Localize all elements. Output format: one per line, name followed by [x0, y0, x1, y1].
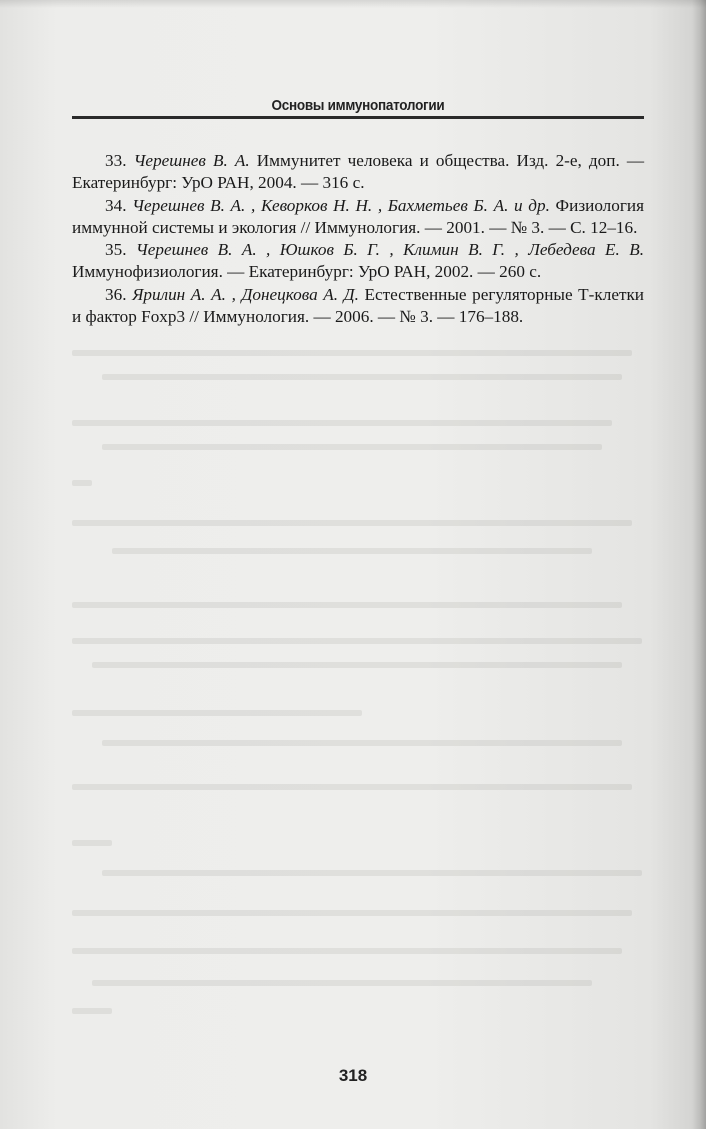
- reference-text: Естественные регуляторные Т-клетки и фактор Foxp3 // Иммунология. — 2006. — № 3. — 176–188.: [72, 284, 645, 327]
- reference-item: [72, 150, 644, 195]
- reference-list: [72, 150, 644, 328]
- reference-text: Физиология иммунной системы и экология // Иммунология. — 2001. — № 3. — С. 12–16.: [72, 195, 645, 237]
- reference-number: 34.: [105, 195, 127, 215]
- reference-authors: Черешнев В. А.: [133, 151, 250, 170]
- reference-authors: Ярилин А. А. , Донецкова А. Д.: [132, 284, 359, 304]
- page-number: 318: [338, 1066, 368, 1085]
- running-header: Основы иммунопатологии: [271, 97, 445, 114]
- reference-text: Иммунофизиология. — Екатеринбург: УрО РАН, 2002. — 260 с.: [72, 262, 542, 282]
- reference-authors: Черешнев В. А. , Кеворков Н. Н. , Бахметьев Б. А. и др.: [132, 195, 550, 215]
- show-through-text: [72, 340, 644, 1040]
- reference-number: 35.: [105, 240, 127, 260]
- page-right-shadow: [692, 0, 706, 1129]
- reference-item: [72, 239, 644, 284]
- reference-number: 36.: [105, 284, 127, 304]
- reference-item: [72, 195, 644, 240]
- header-rule: [72, 116, 644, 119]
- reference-number: 33.: [105, 151, 127, 170]
- reference-authors: Черешнев В. А. , Юшков Б. Г. , Климин В. Г. , Лебедева Е. В.: [135, 240, 644, 260]
- reference-item: [72, 284, 644, 329]
- page-top-shadow: [0, 0, 706, 8]
- reference-text: Иммунитет человека и общества. Изд. 2-е, доп. — Екатеринбург: УрО РАН, 2004. — 316 с.: [72, 151, 645, 193]
